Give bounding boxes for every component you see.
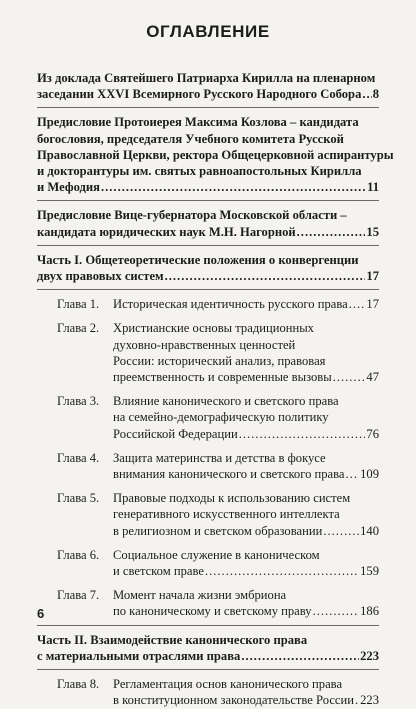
entry-line: генеративного искусственного интеллекта <box>113 507 340 522</box>
chapter-label: Глава 7. <box>57 588 100 603</box>
entry-line: по каноническому и светскому праву <box>113 604 312 619</box>
entry-page: 109 <box>360 467 379 482</box>
entry-page: 17 <box>366 297 379 312</box>
leader-dots <box>239 426 366 442</box>
leader-dots <box>355 692 359 708</box>
leader-dots <box>165 268 366 284</box>
leader-dots <box>323 523 359 539</box>
toc-entry-nagornaya-preface[interactable] <box>37 207 379 239</box>
chapter-label: Глава 4. <box>57 450 100 465</box>
entry-line: Часть I. Общетеоретические положения о конвергенции <box>37 252 359 267</box>
leader-dots <box>313 603 360 619</box>
entry-line: Предисловие Вице-губернатора Московской области – <box>37 208 347 223</box>
toc-entry-chapter-3[interactable] <box>57 393 379 442</box>
divider <box>37 245 379 246</box>
entry-line: и докторантуры им. святых равноапостольных Кирилла <box>37 164 362 179</box>
leader-dots <box>346 466 360 482</box>
divider <box>37 107 379 108</box>
entry-page: 159 <box>360 564 379 579</box>
entry-line: кандидата юридических наук М.Н. Нагорной <box>37 224 296 239</box>
entry-page: 15 <box>366 224 379 239</box>
entry-line: Из доклада Святейшего Патриарха Кирилла на пленарном <box>37 71 376 85</box>
entry-line: Защита материнства и детства в фокусе <box>113 450 326 465</box>
entry-line: Российской Федерации <box>113 426 238 441</box>
entry-line: духовно-нравственных ценностей <box>113 337 296 352</box>
entry-line: на семейно-демографическую политику <box>113 410 329 425</box>
toc-entry-chapter-1[interactable] <box>57 296 379 312</box>
entry-line: Православной Церкви, ректора Общецерковной аспирантуры <box>37 147 394 162</box>
toc-entry-chapter-2[interactable] <box>57 320 379 385</box>
entry-page: 11 <box>367 180 379 195</box>
entry-line: заседании XXVI Всемирного Русского Народного Собора <box>37 87 362 102</box>
toc-entry-chapter-6[interactable] <box>57 547 379 579</box>
entry-line: Регламентация основ канонического права <box>113 677 343 692</box>
entry-page: 223 <box>360 648 379 663</box>
entry-line: Историческая идентичность русского права <box>113 297 348 312</box>
chapter-label: Глава 8. <box>57 677 100 692</box>
divider <box>37 289 379 290</box>
toc-entry-kozlov-preface[interactable] <box>37 114 394 195</box>
toc-entry-chapter-4[interactable] <box>57 450 379 482</box>
entry-line: в религиозном и светском образовании <box>113 523 323 538</box>
entry-line: богословия, председателя Учебного комитета Русской <box>37 131 344 146</box>
leader-dots <box>297 224 366 240</box>
entry-page: 8 <box>372 87 379 102</box>
toc-entry-patriarch-report[interactable] <box>37 70 379 102</box>
toc-entry-part-1[interactable] <box>37 252 379 284</box>
entry-page: 186 <box>360 604 379 619</box>
divider <box>37 669 379 670</box>
toc-entries <box>37 70 394 709</box>
entry-page: 223 <box>360 693 379 708</box>
entry-line: Правовые подходы к использованию систем <box>113 491 351 506</box>
entry-line: и светском праве <box>113 564 204 579</box>
entry-line: в конституционном законодательстве России <box>113 693 354 708</box>
entry-line: Влияние канонического и светского права <box>113 394 339 409</box>
entry-line: России: исторический анализ, правовая <box>113 353 326 368</box>
toc-entry-chapter-7[interactable] <box>57 587 379 619</box>
entry-page: 47 <box>366 370 379 385</box>
toc-entry-chapter-8[interactable] <box>57 676 379 708</box>
leader-dots <box>101 179 366 195</box>
chapter-label: Глава 3. <box>57 394 100 409</box>
entry-line: Момент начала жизни эмбриона <box>113 588 287 603</box>
chapter-label: Глава 2. <box>57 321 100 336</box>
toc-entry-chapter-5[interactable] <box>57 490 379 539</box>
leader-dots <box>241 648 359 664</box>
chapter-label: Глава 6. <box>57 547 100 562</box>
entry-line: и Мефодия <box>37 180 100 195</box>
chapter-label: Глава 1. <box>57 297 100 312</box>
entry-line: Предисловие Протоиерея Максима Козлова – кандидата <box>37 115 359 130</box>
toc-heading: ОГЛАВЛЕНИЕ <box>146 22 270 41</box>
divider <box>37 200 379 201</box>
entry-page: 140 <box>360 523 379 538</box>
leader-dots <box>333 369 366 385</box>
leader-dots <box>362 86 371 102</box>
entry-line: преемственность и современные вызовы <box>113 370 332 385</box>
entry-line: внимания канонического и светского права <box>113 467 345 482</box>
entry-page: 76 <box>366 426 379 441</box>
leader-dots <box>349 296 366 312</box>
entry-line: с материальными отраслями права <box>37 648 241 663</box>
divider <box>37 625 379 626</box>
entry-line: Часть II. Взаимодействие канонического права <box>37 632 308 647</box>
leader-dots <box>205 563 359 579</box>
entry-page: 17 <box>366 269 379 284</box>
entry-line: Христианские основы традиционных <box>113 321 314 336</box>
entry-line: двух правовых систем <box>37 269 164 284</box>
entry-line: Социальное служение в каноническом <box>113 547 320 562</box>
page-number: 6 <box>37 606 45 621</box>
chapter-label: Глава 5. <box>57 491 100 506</box>
